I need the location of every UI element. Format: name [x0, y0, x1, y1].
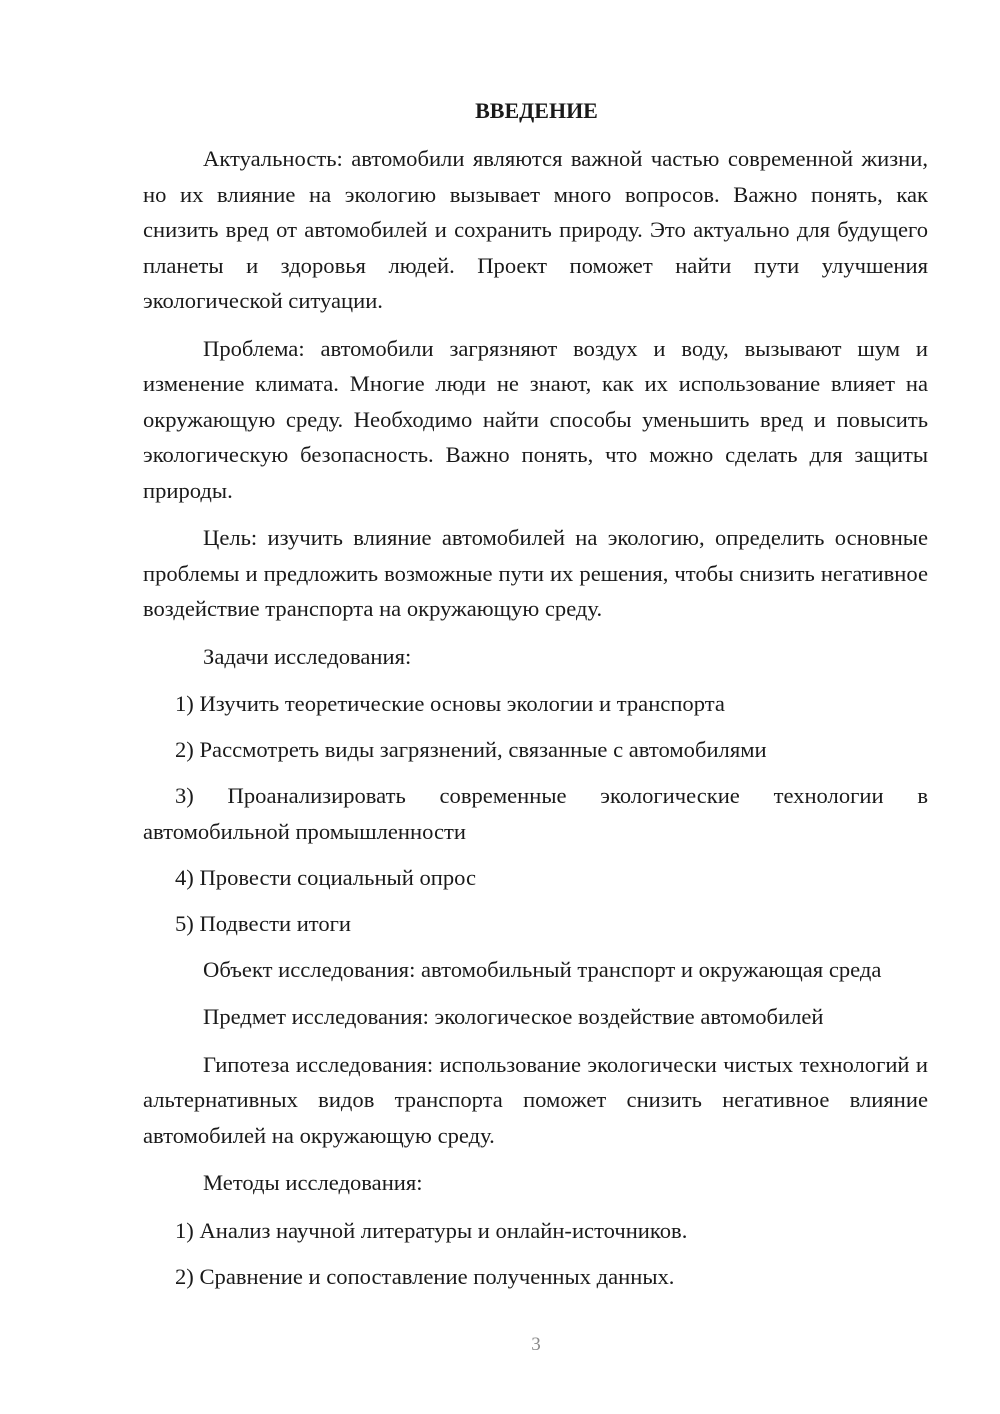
problem-paragraph: Проблема: автомобили загрязняют воздух и воду, вызывают шум и изменение климата. Многие люди не знают, как их использование влияет на окружающую среду. Необходимо найти способы уменьшить вред и повысить экологическую безопасность. Важно понять, что можно сделать для защиты природы. [143, 335, 928, 503]
page-number: 3 [531, 1334, 541, 1355]
relevance-paragraph: Актуальность: автомобили являются важной частью современной жизни, но их влияние на экологию вызывает много вопросов. Важно понять, как снизить вред от автомобилей и сохранить природу. Это актуально для будущего планеты и здоровья людей. Проект поможет найти пути улучшения экологической ситуации. [143, 146, 928, 313]
subject-paragraph: Предмет исследования: экологическое воздействие автомобилей [203, 1004, 824, 1029]
task-item: 3) Проанализировать современные экологические технологии в автомобильной промышленности [143, 783, 928, 844]
task-item: 5) Подвести итоги [175, 910, 352, 936]
method-item: 2) Сравнение и сопоставление полученных данных. [175, 1263, 675, 1289]
object-paragraph: Объект исследования: автомобильный транспорт и окружающая среда [203, 956, 882, 982]
task-item: 1) Изучить теоретические основы экологии и транспорта [175, 691, 725, 716]
tasks-heading: Задачи исследования: [203, 643, 412, 669]
task-item: 2) Рассмотреть виды загрязнений, связанные с автомобилями [175, 737, 767, 762]
task-item: 4) Провести социальный опрос [175, 864, 477, 890]
goal-paragraph: Цель: изучить влияние автомобилей на экологию, определить основные проблемы и предложить возможные пути их решения, чтобы снизить негативное воздействие транспорта на окружающую среду. [143, 525, 928, 621]
methods-heading: Методы исследования: [203, 1170, 423, 1195]
hypothesis-paragraph: Гипотеза исследования: использование экологически чистых технологий и альтернативных видов транспорта поможет снизить негативное влияние автомобилей на окружающую среду. [143, 1051, 928, 1148]
method-item: 1) Анализ научной литературы и онлайн-источников. [175, 1217, 688, 1243]
section-title: ВВЕДЕНИЕ [475, 98, 598, 123]
document-page [143, 96, 928, 1305]
